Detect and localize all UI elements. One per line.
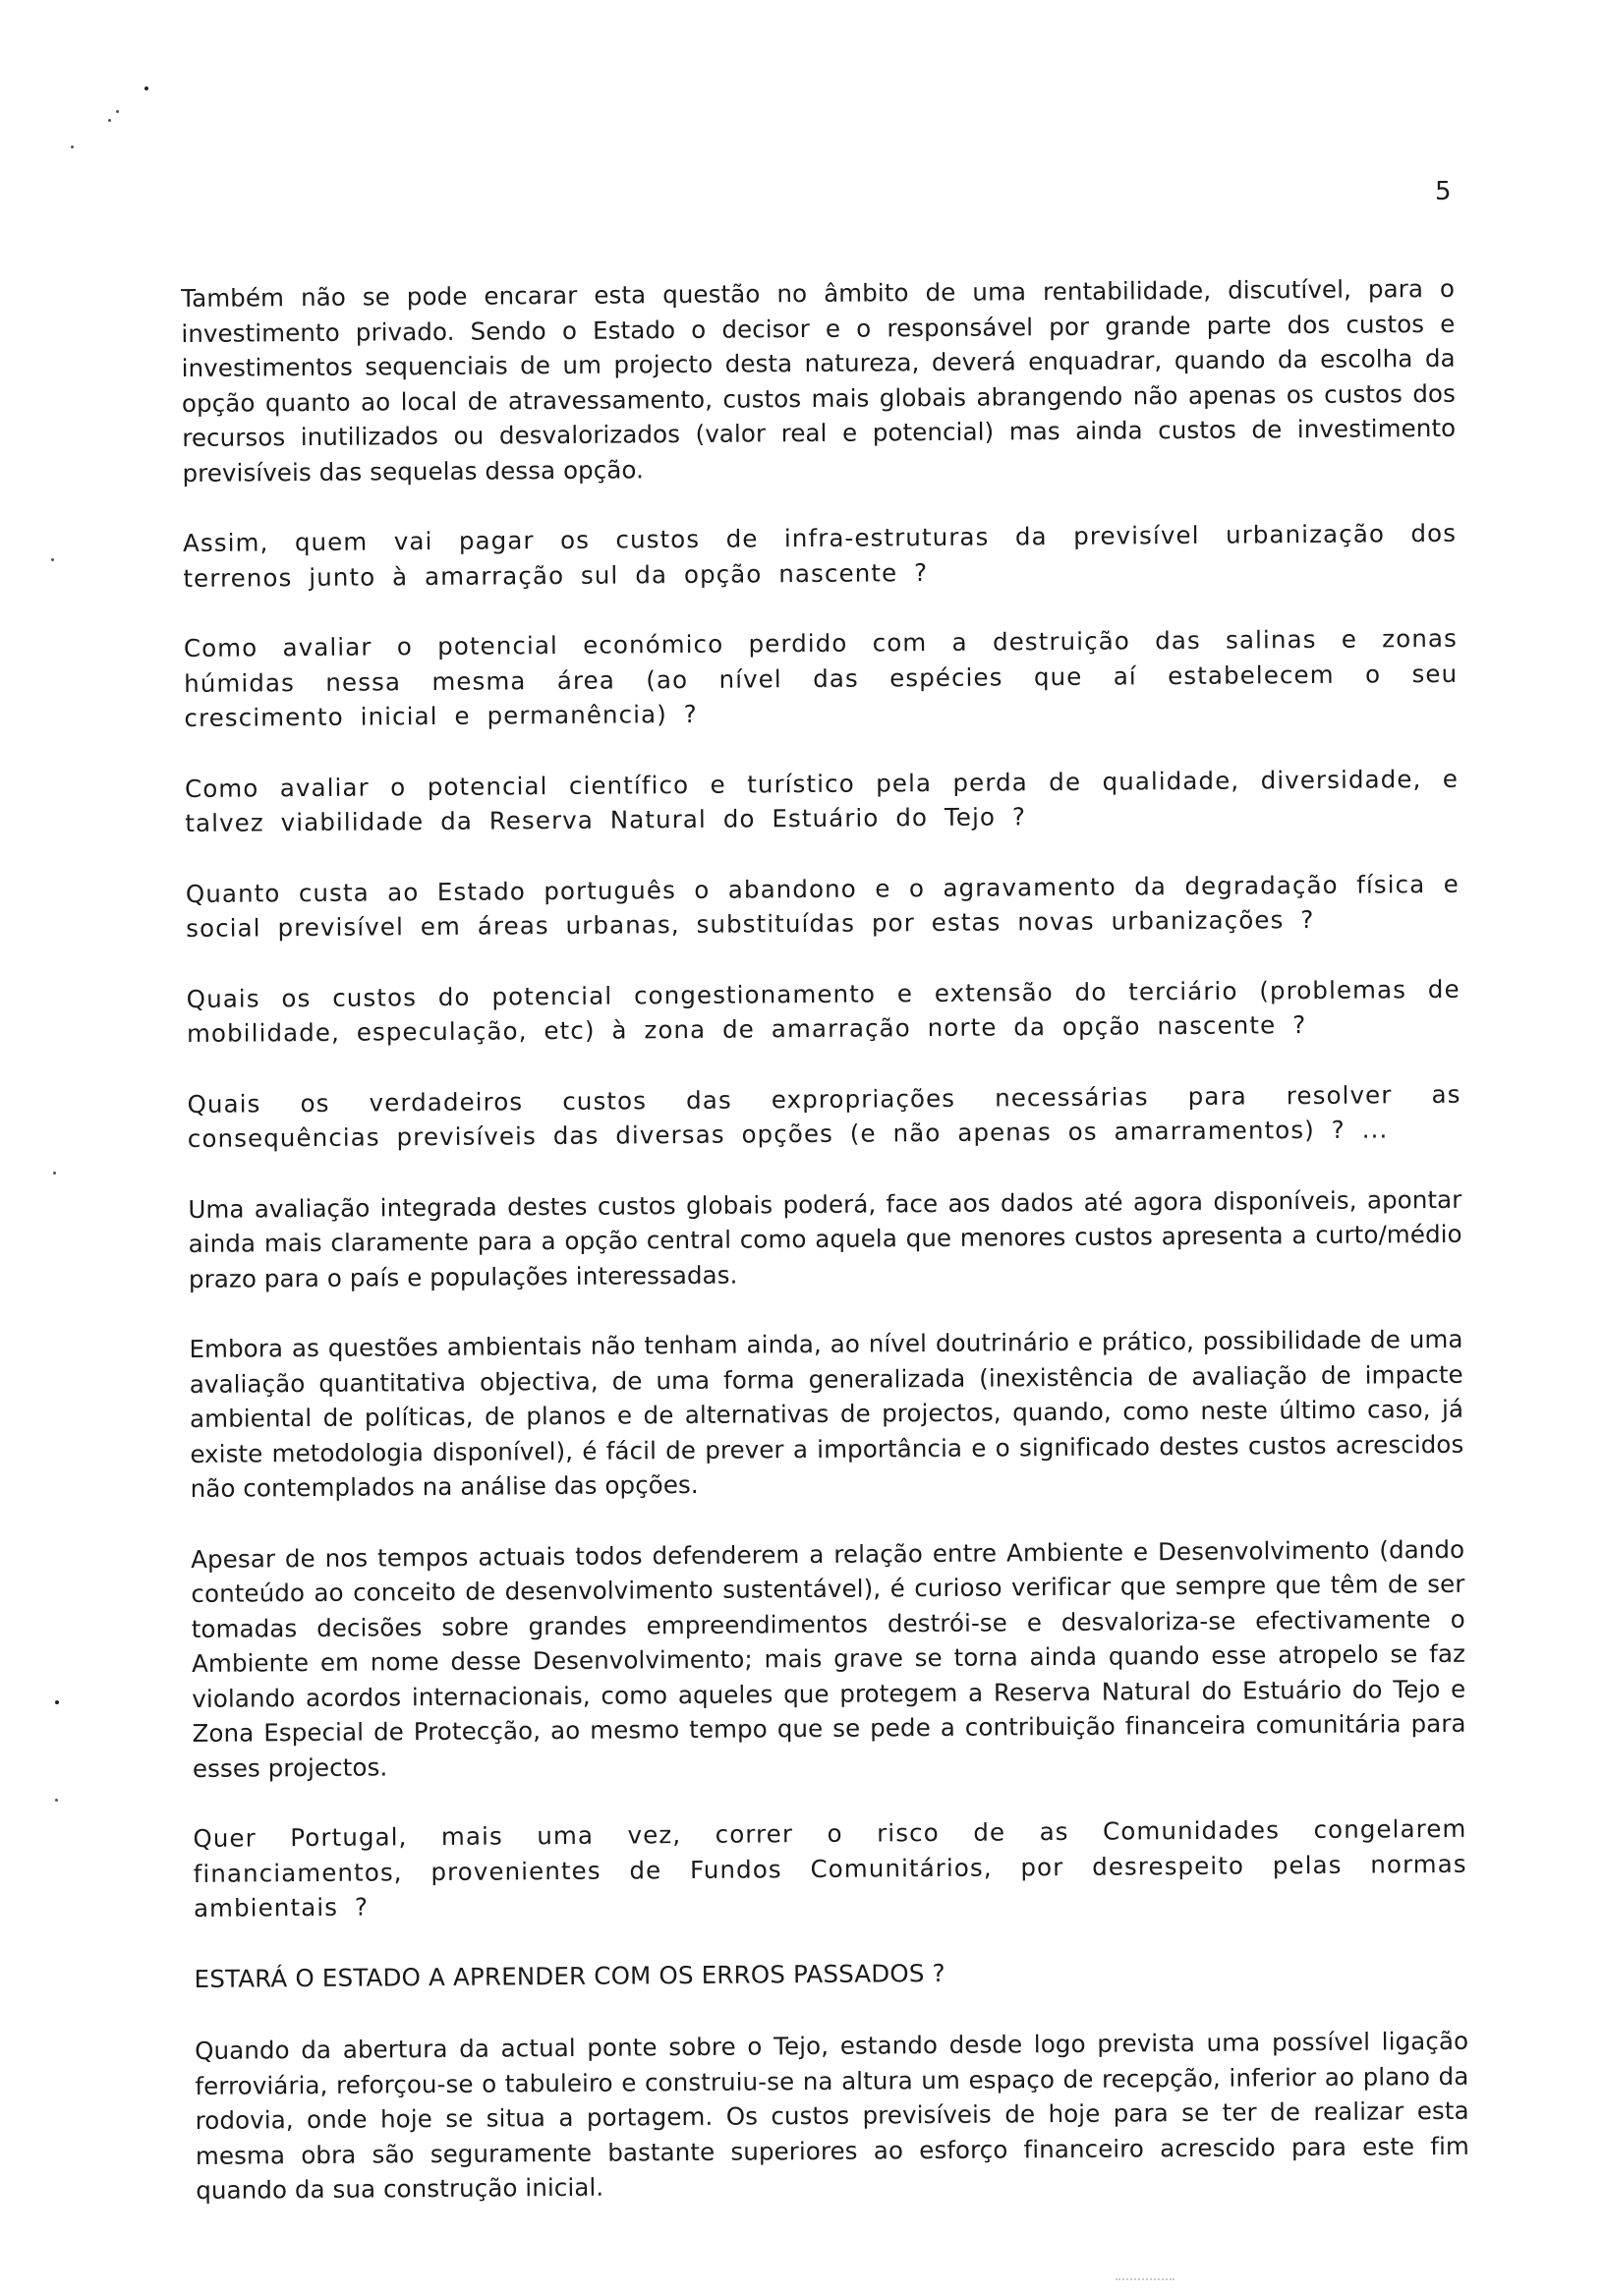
scan-speck xyxy=(55,1700,59,1704)
scan-speck xyxy=(71,145,74,148)
scan-speck xyxy=(144,86,148,90)
scan-speck xyxy=(116,110,119,113)
paragraph: Quais os custos do potencial congestionamento e extensão do terciário (problemas de mobilidade, especulação, etc) à zona de amarração norte da opção nascente ? xyxy=(186,974,1461,1048)
section-heading: ESTARÁ O ESTADO A APRENDER COM OS ERROS PASSADOS ? xyxy=(194,1958,945,1993)
document-body xyxy=(181,271,1470,2244)
scan-speck xyxy=(51,558,54,561)
scan-speck xyxy=(55,1799,58,1802)
paragraph: Quanto custa ao Estado português o abandono e o agravamento da degradação física e social previsível em áreas urbanas, substituídas por estas novas urbanizações ? xyxy=(185,869,1460,943)
paragraph: Como avaliar o potencial científico e turístico pela perda de qualidade, diversidade, e talvez viabilidade da Reserva Natural do Estuário do Tejo ? xyxy=(184,764,1460,837)
paragraph: Apesar de nos tempos actuais todos defenderem a relação entre Ambiente e Desenvolvimento (dando conteúdo ao conceito de desenvolvimento sustentável), é curioso verificar que sempre que têm de ser tomadas decisões sobre grandes empreendimentos destrói-se e desvaloriza-se efectivamente o Ambiente em nome desse Desenvolvimento; mais grave se torna ainda quando esse atropelo se faz violando acordos internacionais, como aqueles que protegem a Reserva Natural do Estuário do Tejo e Zona Especial de Protecção, ao mesmo tempo que se pede a contribuição financeira comunitária para esses projectos. xyxy=(191,1534,1466,1783)
paragraph: Também não se pode encarar esta questão no âmbito de uma rentabilidade, discutível, para o investimento privado. Sendo o Estado o decisor e o responsável por grande parte dos custos e investimentos sequenciais de um projecto desta natureza, deverá enquadrar, quando da escolha da opção quanto ao local de atravessamento, custos mais globais abrangendo não apenas os custos dos recursos inutilizados ou desvalorizados (valor real e potencial) mas ainda custos de investimento previsíveis das sequelas dessa opção. xyxy=(181,273,1457,488)
paragraph: Quais os verdadeiros custos das expropriações necessárias para resolver as consequências previsíveis das diversas opções (e não apenas os amarramentos) ? ... xyxy=(187,1079,1461,1153)
scan-artifact xyxy=(1116,2278,1174,2283)
paragraph: Como avaliar o potencial económico perdido com a destruição das salinas e zonas húmidas nessa mesma área (ao nível das espécies que aí estabelecem o seu crescimento inicial e permanência) ? xyxy=(183,623,1459,732)
paragraph: Assim, quem vai pagar os custos de infra-estruturas da previsível urbanização dos terrenos junto à amarração sul da opção nascente ? xyxy=(182,518,1458,593)
scan-speck xyxy=(53,1172,56,1175)
scan-speck xyxy=(108,119,111,122)
paragraph: Quando da abertura da actual ponte sobre o Tejo, estando desde logo prevista uma possível ligação ferroviária, reforçou-se o tabuleiro e construiu-se na altura um espaço de recepção, inferior ao plano da rodovia, onde hoje se situa a portagem. Os custos previsíveis de hoje para se ter de realizar esta mesma obra são seguramente bastante superiores ao esforço financeiro acrescido para este fim quando da sua construção inicial. xyxy=(195,2026,1470,2205)
paragraph: Uma avaliação integrada destes custos globais poderá, face aos dados até agora disponíveis, apontar ainda mais claramente para a opção central como aquela que menores custos apresenta a curto/médio prazo para o país e populações interessadas. xyxy=(188,1184,1462,1293)
page-number: 5 xyxy=(1435,177,1452,206)
paragraph: Quer Portugal, mais uma vez, correr o risco de as Comunidades congelarem financiamentos, provenientes de Fundos Comunitários, por desrespeito pelas normas ambientais ? xyxy=(193,1813,1467,1923)
paragraph: Embora as questões ambientais não tenham ainda, ao nível doutrinário e prático, possibilidade de uma avaliação quantitativa objectiva, de uma forma generalizada (inexistência de avaliação de impacte ambiental de políticas, de planos e de alternativas de projectos, quando, como neste último caso, já existe metodologia disponível), é fácil de prever a importância e o significado destes custos acrescidos não contemplados na análise das opções. xyxy=(189,1324,1464,1503)
